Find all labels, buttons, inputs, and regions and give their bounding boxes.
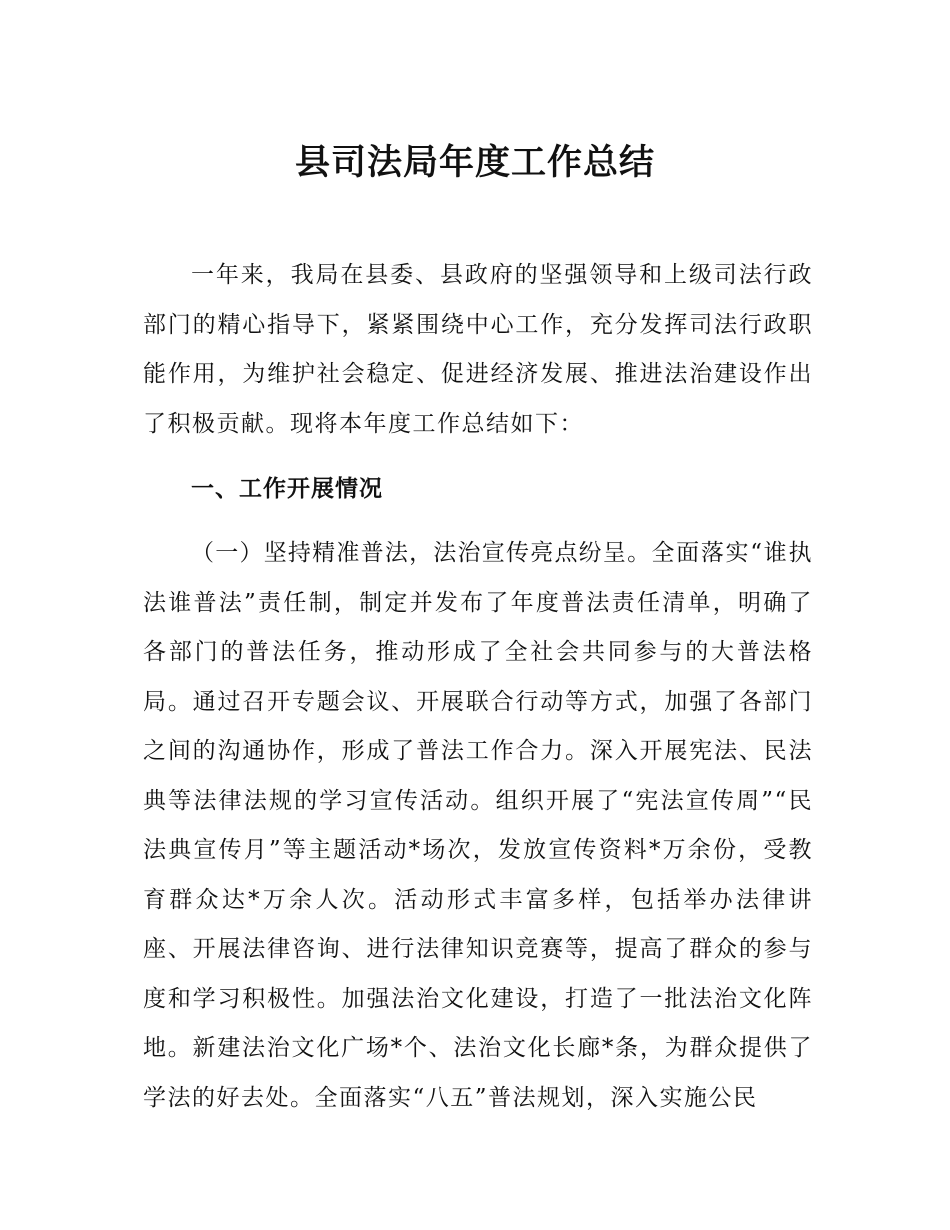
intro-paragraph: 一年来，我局在县委、县政府的坚强领导和上级司法行政部门的精心指导下，紧紧围绕中心工作，充分发挥司法行政职能作用，为维护社会稳定、促进经济发展、推进法治建设作出了积极贡献。现将本年度工作总结如下：: [143, 262, 813, 437]
document-title: 县司法局年度工作总结: [294, 142, 655, 184]
item-lead-heading: （一）坚持精准普法，法治宣传亮点纷呈。: [191, 540, 652, 566]
section-heading: 一、工作开展情况: [191, 476, 383, 502]
section-item-paragraph: [143, 529, 813, 1123]
item-body-text: 全面落实“谁执法谁普法”责任制，制定并发布了年度普法责任清单，明确了各部门的普法任务，推动形成了全社会共同参与的大普法格局。通过召开专题会议、开展联合行动等方式，加强了各部门之间的沟通协作，形成了普法工作合力。深入开展宪法、民法典等法律法规的学习宣传活动。组织开展了“宪法宣传周”“民法典宣传月”等主题活动*场次，发放宣传资料*万余份，受教育群众达*万余人次。活动形式丰富多样，包括举办法律讲座、开展法律咨询、进行法律知识竞赛等，提高了群众的参与度和学习积极性。加强法治文化建设，打造了一批法治文化阵地。新建法治文化广场*个、法治文化长廊*条，为群众提供了学法的好去处。全面落实“八五”普法规划，深入实施公民: [143, 540, 813, 1111]
